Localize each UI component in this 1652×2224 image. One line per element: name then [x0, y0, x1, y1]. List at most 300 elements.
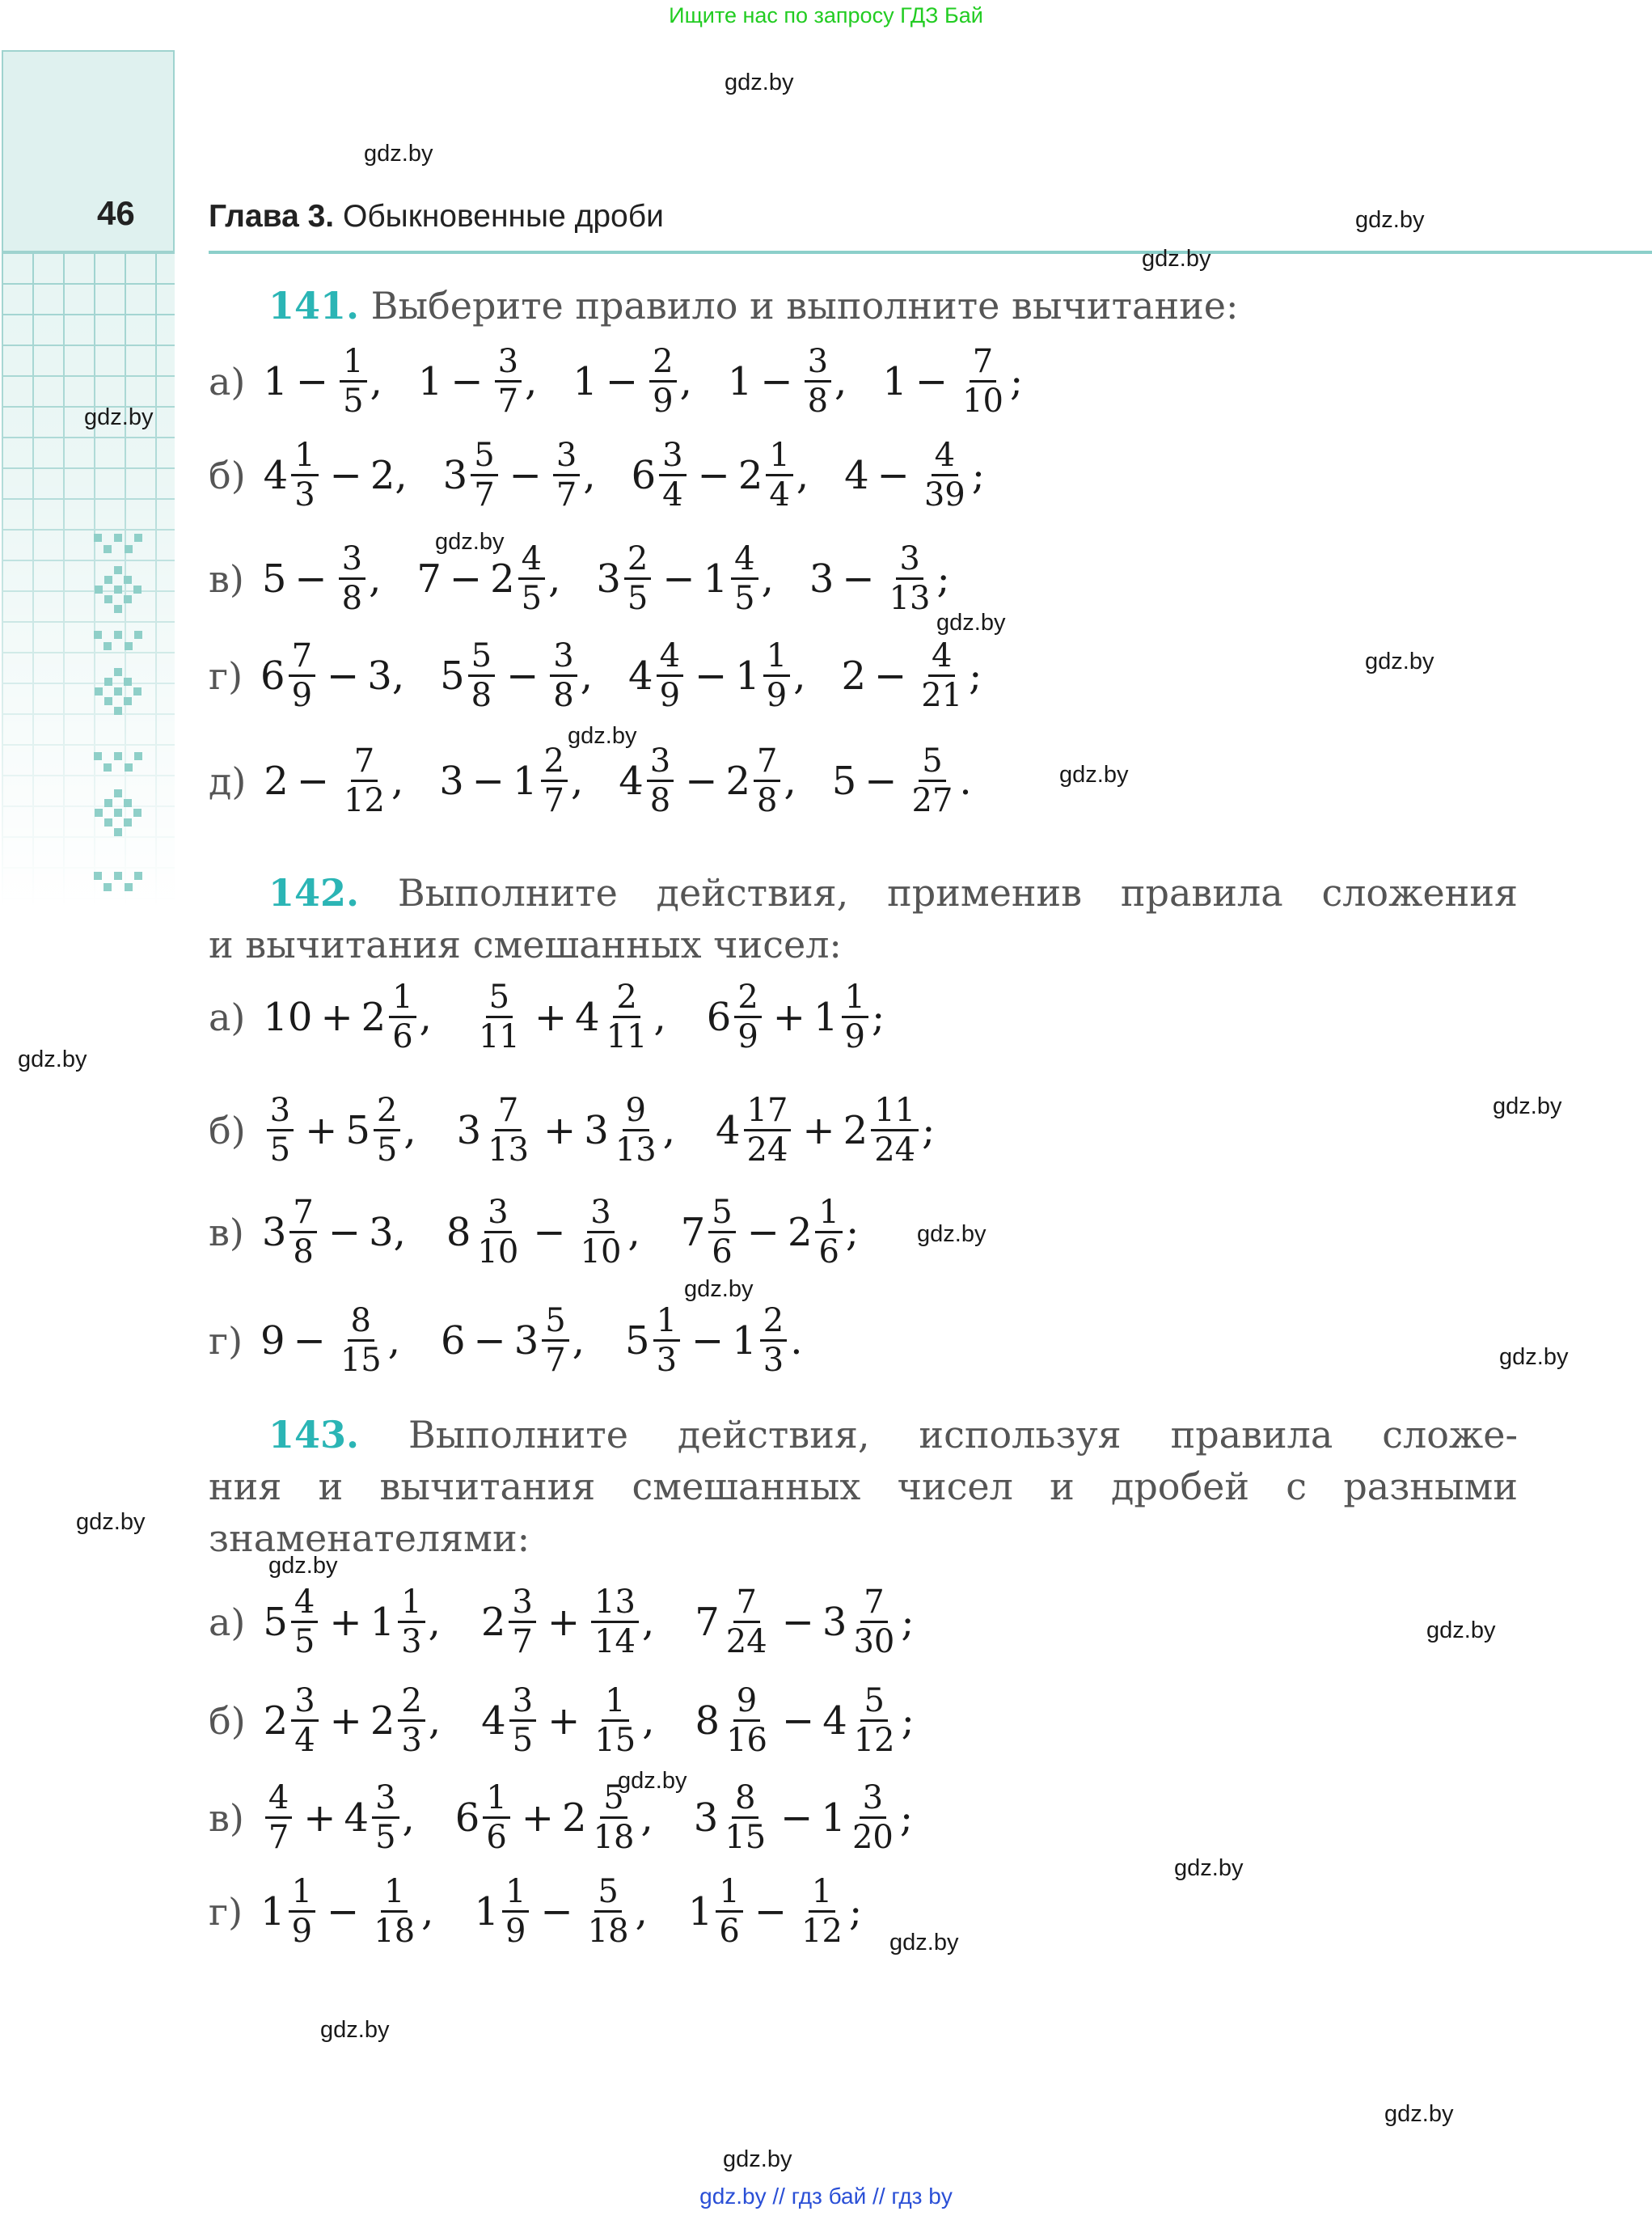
- math-expression: [264, 1682, 441, 1759]
- operator: −: [327, 1888, 360, 1934]
- math-expression: [695, 1583, 914, 1660]
- denominator: 12: [853, 1722, 895, 1759]
- numerator: 4: [928, 637, 955, 677]
- expression-row: [209, 343, 1023, 420]
- numerator: 4: [657, 637, 683, 677]
- fraction: [734, 979, 761, 1055]
- expression-row: [209, 1583, 915, 1660]
- operator: −: [781, 1599, 814, 1645]
- punctuation: ,: [793, 653, 806, 699]
- chapter-header: [209, 199, 664, 235]
- punctuation: ;: [901, 1698, 915, 1744]
- whole-number: 4: [263, 452, 289, 498]
- fraction: [471, 437, 497, 514]
- whole-number: 1: [882, 358, 907, 404]
- operator: −: [509, 452, 542, 498]
- numerator: 17: [744, 1092, 792, 1131]
- denominator: 8: [341, 580, 363, 617]
- punctuation: ;: [901, 1599, 915, 1645]
- math-expression: [260, 1302, 400, 1379]
- fraction: [805, 343, 831, 420]
- numerator: 5: [860, 1682, 887, 1722]
- numerator: 11: [871, 1092, 919, 1131]
- numerator: 4: [291, 1583, 318, 1623]
- numerator: 1: [763, 637, 790, 677]
- operator: −: [685, 758, 718, 804]
- exercise-text-line1: Выполните действия, используя правила сложе-: [408, 1413, 1519, 1457]
- whole-number: 1: [474, 1888, 499, 1934]
- whole-number: 7: [695, 1599, 720, 1645]
- item-label: б): [209, 1108, 246, 1152]
- numerator: 7: [351, 742, 378, 782]
- numerator: 8: [732, 1779, 758, 1819]
- numerator: 3: [587, 1194, 614, 1233]
- numerator: 3: [647, 742, 674, 782]
- item-label: а): [209, 995, 246, 1039]
- numerator: 1: [381, 1873, 408, 1913]
- fraction: [744, 1092, 792, 1169]
- operator: −: [473, 1317, 506, 1364]
- math-expression: [264, 742, 403, 819]
- fraction: [842, 979, 868, 1055]
- math-expression: [443, 437, 596, 514]
- punctuation: ,: [679, 358, 692, 404]
- punctuation: ,: [653, 994, 666, 1040]
- operator: −: [754, 1888, 788, 1934]
- whole-number: 6: [454, 1795, 480, 1841]
- whole-number: 8: [695, 1698, 720, 1744]
- whole-number: 5: [440, 653, 465, 699]
- fraction: [502, 1873, 529, 1950]
- whole-number: 2: [264, 758, 289, 804]
- whole-number: 4: [481, 1698, 506, 1744]
- whole-number: 6: [260, 653, 285, 699]
- fraction: [553, 437, 580, 514]
- denominator: 7: [512, 1623, 533, 1660]
- numerator: 4: [265, 1779, 292, 1819]
- operator: −: [540, 1888, 573, 1934]
- numerator: 7: [860, 1583, 887, 1623]
- punctuation: ,: [391, 758, 404, 804]
- math-expression: [632, 437, 809, 514]
- whole-number: 6: [706, 994, 732, 1040]
- math-expression: [457, 1092, 675, 1169]
- operator: −: [691, 1317, 725, 1364]
- whole-number: 2: [370, 1698, 395, 1744]
- math-expression: [481, 1583, 654, 1660]
- numerator: 1: [842, 979, 868, 1018]
- fraction: [659, 437, 686, 514]
- search-banner[interactable]: Ищите нас по запросу ГДЗ Бай: [669, 3, 983, 27]
- numerator: 5: [486, 979, 513, 1018]
- operator: +: [802, 1107, 835, 1153]
- fraction: [886, 540, 934, 617]
- denominator: 18: [374, 1913, 416, 1950]
- denominator: 27: [911, 782, 953, 819]
- denominator: 8: [471, 677, 492, 714]
- whole-number: 3: [369, 1209, 394, 1255]
- math-expression: [263, 343, 382, 420]
- exercise-143-text-line3: знаменателями:: [209, 1516, 530, 1560]
- denominator: 9: [505, 1913, 526, 1950]
- denominator: 4: [769, 476, 790, 514]
- watermark: gdz.by: [364, 141, 433, 167]
- whole-number: 6: [631, 452, 657, 498]
- expression-row: [209, 742, 972, 819]
- denominator: 5: [375, 1819, 396, 1856]
- whole-number: 8: [446, 1209, 471, 1255]
- fraction: [612, 1092, 660, 1169]
- operator: −: [506, 653, 539, 699]
- item-label: г): [209, 653, 243, 698]
- fraction: [468, 637, 495, 714]
- page-number-box: [2, 50, 175, 252]
- whole-number: 5: [263, 1599, 288, 1645]
- whole-number: 2: [737, 452, 763, 498]
- expression-row: [209, 1302, 803, 1379]
- numerator: 1: [340, 343, 366, 383]
- watermark: gdz.by: [1059, 762, 1129, 788]
- numerator: 1: [716, 1873, 742, 1913]
- operator: −: [877, 452, 910, 498]
- whole-number: 2: [361, 994, 387, 1040]
- punctuation: ,: [662, 1107, 675, 1153]
- punctuation: ,: [370, 358, 382, 404]
- whole-number: 1: [370, 1599, 395, 1645]
- operator: +: [521, 1795, 554, 1841]
- math-expression: [681, 1194, 859, 1271]
- operator: −: [293, 1317, 326, 1364]
- math-expression: [481, 1682, 654, 1759]
- denominator: 7: [545, 1342, 566, 1379]
- whole-number: 1: [732, 1317, 757, 1364]
- punctuation: ;: [922, 1107, 936, 1153]
- item-label: в): [209, 1795, 244, 1840]
- whole-number: 3: [442, 452, 468, 498]
- punctuation: ,: [583, 452, 596, 498]
- watermark: gdz.by: [1142, 246, 1211, 272]
- operator: −: [471, 758, 505, 804]
- fraction: [760, 1302, 787, 1379]
- watermark: gdz.by: [917, 1221, 987, 1247]
- whole-number: 1: [263, 358, 288, 404]
- expression-row: [209, 437, 985, 514]
- whole-number: 5: [625, 1317, 650, 1364]
- numerator: 3: [509, 1682, 536, 1722]
- punctuation: ,: [387, 1317, 400, 1364]
- math-expression: [842, 637, 982, 714]
- operator: −: [697, 452, 730, 498]
- denominator: 6: [818, 1233, 839, 1271]
- operator: +: [329, 1698, 362, 1744]
- item-label: в): [209, 556, 244, 601]
- exercise-142-text-line2: и вычитания смешанных чисел:: [209, 923, 842, 966]
- fraction: [871, 1092, 919, 1169]
- punctuation: ,: [369, 556, 382, 602]
- math-expression: [263, 1583, 440, 1660]
- numerator: 13: [591, 1583, 639, 1623]
- numerator: 1: [815, 1194, 842, 1233]
- operator: +: [320, 994, 353, 1040]
- math-expression: [262, 1779, 415, 1856]
- fraction: [815, 1194, 842, 1271]
- denominator: 9: [291, 1913, 313, 1950]
- operator: −: [662, 556, 695, 602]
- denominator: 6: [719, 1913, 740, 1950]
- whole-number: 2: [490, 556, 515, 602]
- math-expression: [832, 742, 972, 819]
- operator: −: [874, 653, 907, 699]
- item-label: в): [209, 1210, 244, 1254]
- denominator: 5: [521, 580, 543, 617]
- numerator: 1: [398, 1583, 425, 1623]
- denominator: 5: [269, 1131, 291, 1169]
- punctuation: ;: [899, 1795, 914, 1841]
- fraction: [389, 979, 416, 1055]
- denominator: 8: [649, 782, 671, 819]
- watermark: gdz.by: [268, 1553, 338, 1579]
- operator: +: [547, 1698, 581, 1744]
- punctuation: ,: [635, 1888, 648, 1934]
- fraction: [716, 1873, 742, 1950]
- denominator: 21: [921, 677, 963, 714]
- operator: +: [547, 1599, 581, 1645]
- fraction: [372, 1779, 399, 1856]
- math-expression: [728, 343, 847, 420]
- chapter-title: Обыкновенные дроби: [343, 199, 664, 234]
- whole-number: 2: [480, 1599, 506, 1645]
- watermark: gdz.by: [1174, 1855, 1244, 1881]
- expression-row: [209, 637, 982, 714]
- fraction: [585, 1873, 632, 1950]
- punctuation: ,: [403, 1107, 416, 1153]
- denominator: 10: [580, 1233, 622, 1271]
- whole-number: 5: [261, 556, 287, 602]
- fraction: [850, 1583, 898, 1660]
- exercise-text: Выберите правило и выполните вычитание:: [370, 284, 1239, 328]
- whole-number: 1: [735, 653, 760, 699]
- item-label: б): [209, 1698, 246, 1743]
- numerator: 5: [542, 1302, 568, 1342]
- fraction: [959, 343, 1007, 420]
- numerator: 3: [659, 437, 686, 476]
- numerator: 9: [623, 1092, 649, 1131]
- watermark: gdz.by: [1499, 1344, 1569, 1370]
- numerator: 2: [541, 742, 568, 782]
- denominator: 10: [477, 1233, 519, 1271]
- numerator: 4: [932, 437, 958, 476]
- fraction: [542, 1302, 568, 1379]
- fraction: [766, 437, 792, 514]
- numerator: 7: [733, 1583, 760, 1623]
- fraction: [291, 1583, 318, 1660]
- watermark: gdz.by: [889, 1930, 959, 1956]
- fraction: [723, 1682, 771, 1759]
- numerator: 7: [289, 637, 315, 677]
- numerator: 2: [734, 979, 761, 1018]
- denominator: 9: [766, 677, 788, 714]
- denominator: 39: [923, 476, 965, 514]
- numerator: 5: [919, 742, 945, 782]
- whole-number: 1: [512, 758, 538, 804]
- fraction: [289, 637, 315, 714]
- whole-number: 10: [263, 994, 313, 1040]
- numerator: 9: [733, 1682, 760, 1722]
- denominator: 7: [543, 782, 564, 819]
- math-expression: [628, 637, 805, 714]
- denominator: 5: [734, 580, 755, 617]
- footer-links[interactable]: gdz.by // гдз бай // гдз by: [699, 2184, 953, 2209]
- math-expression: [264, 437, 408, 514]
- whole-number: 1: [572, 358, 598, 404]
- whole-number: 2: [787, 1209, 813, 1255]
- whole-number: 3: [513, 1317, 539, 1364]
- punctuation: ,: [796, 452, 809, 498]
- operator: −: [780, 1795, 813, 1841]
- fraction: [340, 343, 366, 420]
- numerator: 2: [398, 1682, 425, 1722]
- punctuation: ;: [969, 653, 982, 699]
- whole-number: 4: [619, 758, 644, 804]
- watermark: gdz.by: [84, 404, 154, 430]
- operator: −: [746, 1209, 780, 1255]
- page-number: 46: [97, 194, 135, 232]
- watermark: gdz.by: [1384, 2101, 1454, 2127]
- whole-number: 3: [439, 758, 464, 804]
- numerator: 4: [518, 540, 545, 580]
- fraction: [337, 1302, 385, 1379]
- fraction: [591, 1583, 639, 1660]
- numerator: 3: [484, 1194, 511, 1233]
- math-expression: [572, 343, 691, 420]
- denominator: 8: [757, 782, 778, 819]
- whole-number: 2: [263, 1698, 289, 1744]
- punctuation: ,: [640, 1795, 653, 1841]
- denominator: 5: [343, 383, 364, 420]
- fraction: [370, 1873, 418, 1950]
- denominator: 11: [606, 1018, 648, 1055]
- punctuation: ,: [642, 1698, 655, 1744]
- numerator: 2: [624, 540, 651, 580]
- item-label: а): [209, 359, 246, 404]
- punctuation: ,: [525, 358, 538, 404]
- punctuation: ,: [428, 1698, 442, 1744]
- fraction: [708, 1194, 735, 1271]
- numerator: 3: [495, 343, 522, 383]
- math-expression: [441, 1302, 585, 1379]
- expression-row: [209, 1682, 915, 1759]
- math-expression: [625, 1302, 802, 1379]
- exercise-142-heading: [268, 867, 1518, 919]
- math-expression: [694, 1779, 913, 1856]
- numerator: 7: [289, 1194, 316, 1233]
- whole-number: 1: [813, 994, 839, 1040]
- fraction: [475, 979, 523, 1055]
- numerator: 3: [339, 540, 365, 580]
- operator: −: [296, 758, 330, 804]
- expression-row: [209, 540, 950, 617]
- operator: +: [303, 1795, 336, 1841]
- denominator: 14: [594, 1623, 636, 1660]
- denominator: 15: [340, 1342, 382, 1379]
- whole-number: 4: [844, 452, 869, 498]
- watermark: gdz.by: [1493, 1093, 1562, 1119]
- punctuation: ,: [393, 1209, 406, 1255]
- punctuation: ,: [391, 653, 405, 699]
- denominator: 15: [594, 1722, 636, 1759]
- fraction: [518, 540, 545, 617]
- denominator: 6: [712, 1233, 733, 1271]
- numerator: 3: [805, 343, 831, 383]
- fraction: [265, 1779, 292, 1856]
- numerator: 2: [613, 979, 640, 1018]
- fraction: [731, 540, 758, 617]
- math-expression: [260, 1873, 433, 1950]
- denominator: 12: [801, 1913, 843, 1950]
- math-expression: [472, 979, 666, 1055]
- denominator: 3: [294, 476, 315, 514]
- header-divider: [209, 251, 1652, 254]
- whole-number: 9: [260, 1317, 285, 1364]
- operator: −: [327, 1209, 361, 1255]
- math-expression: [688, 1873, 862, 1950]
- fraction: [721, 1779, 769, 1856]
- math-expression: [263, 979, 432, 1055]
- operator: −: [842, 556, 875, 602]
- fraction: [723, 1583, 771, 1660]
- fraction: [649, 343, 676, 420]
- numerator: 3: [291, 1682, 318, 1722]
- numerator: 1: [483, 1779, 509, 1819]
- whole-number: 2: [562, 1795, 587, 1841]
- punctuation: .: [959, 758, 972, 804]
- operator: +: [543, 1107, 577, 1153]
- denominator: 20: [851, 1819, 894, 1856]
- numerator: 5: [468, 637, 495, 677]
- denominator: 6: [392, 1018, 413, 1055]
- punctuation: ;: [872, 994, 885, 1040]
- denominator: 13: [488, 1131, 530, 1169]
- punctuation: ;: [1009, 358, 1024, 404]
- operator: −: [450, 358, 484, 404]
- exercise-text-line1: Выполните действия, применив правила сложения: [397, 871, 1519, 915]
- operator: −: [449, 556, 483, 602]
- item-label: г): [209, 1318, 243, 1363]
- denominator: 3: [763, 1342, 784, 1379]
- watermark: gdz.by: [320, 2017, 390, 2043]
- numerator: 1: [766, 437, 792, 476]
- operator: −: [533, 1209, 566, 1255]
- whole-number: 4: [575, 994, 600, 1040]
- fraction: [647, 742, 674, 819]
- operator: −: [295, 358, 329, 404]
- whole-number: 3: [693, 1795, 719, 1841]
- whole-number: 3: [261, 1209, 287, 1255]
- numerator: 3: [550, 637, 577, 677]
- numerator: 4: [731, 540, 758, 580]
- math-expression: [474, 1873, 647, 1950]
- denominator: 9: [659, 677, 681, 714]
- fraction: [909, 742, 957, 819]
- math-expression: [809, 540, 950, 617]
- denominator: 5: [294, 1623, 315, 1660]
- operator: −: [329, 452, 362, 498]
- whole-number: 2: [843, 1107, 868, 1153]
- denominator: 11: [478, 1018, 520, 1055]
- math-expression: [262, 1194, 406, 1271]
- fraction: [849, 1779, 897, 1856]
- punctuation: ,: [761, 556, 774, 602]
